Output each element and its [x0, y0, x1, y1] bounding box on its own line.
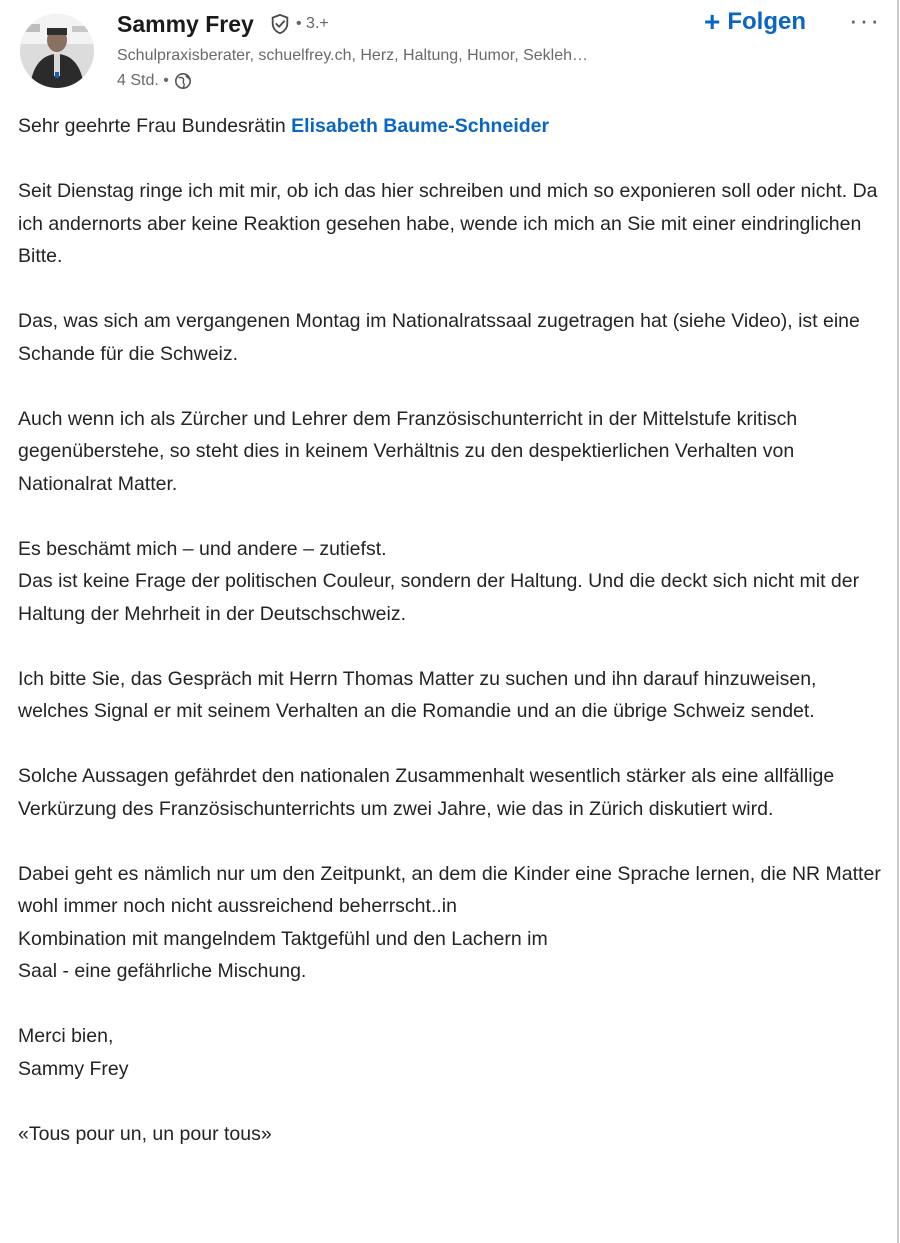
avatar-photo [20, 14, 94, 88]
paragraph: Seit Dienstag ringe ich mit mir, ob ich das hier schreiben und mich so exponieren soll oder nicht. Da ich andernorts aber keine Reaktion gesehen habe, wende ich mich an Sie mit einer eindringlichen Bitte. [18, 180, 878, 267]
paragraph: Es beschämt mich – und andere – zutiefst. [18, 537, 387, 560]
signoff: Merci bien, [18, 1025, 114, 1047]
mention-link[interactable]: Elisabeth Baume-Schneider [291, 115, 550, 137]
paragraph: Ich bitte Sie, das Gespräch mit Herrn Thomas Matter zu suchen und ihn darauf hinzuweisen, welches Signal er mit seinem Verhalten an die Romandie und an die übrige Schweiz sendet. [18, 667, 817, 722]
greeting: Sehr geehrte Frau Bundesrätin Elisabeth Baume-Schneider [18, 115, 550, 137]
avatar[interactable] [20, 14, 94, 88]
plus-icon: + [704, 6, 721, 37]
paragraph: Auch wenn ich als Zürcher und Lehrer dem Französischunterricht in der Mittelstufe kritisch gegenüberstehe, so steht dies in keinem Verhältnis zu den despektierlichen Verhalten von Nationalrat Matter. [18, 407, 798, 495]
post-meta [117, 69, 192, 93]
paragraph: Das ist keine Frage der politischen Couleur, sondern der Haltung. Und die deckt sich nicht mit der Haltung der Mehrheit in der Deutschschweiz. [18, 570, 860, 625]
motto: «Tous pour un, un pour tous» [18, 1122, 272, 1145]
connection-degree: • 3.+ [296, 15, 329, 32]
author-name[interactable]: Sammy Frey [117, 11, 254, 37]
paragraph: Kombination mit mangelndem Taktgefühl und den Lachern im [18, 927, 548, 950]
verified-shield-icon [269, 13, 291, 35]
more-options-icon[interactable]: ··· [849, 5, 881, 35]
post-time: 4 Std. • [117, 72, 169, 89]
signature: Sammy Frey [18, 1057, 129, 1080]
paragraph: Solche Aussagen gefährdet den nationalen Zusammenhalt wesentlich stärker als eine allfällige Verkürzung des Französischunterrichts um zwei Jahre, wie das in Zürich diskutiert wird. [18, 765, 835, 820]
follow-label: Folgen [727, 8, 807, 35]
globe-icon [174, 72, 192, 90]
post-text [18, 110, 890, 1183]
paragraph: Das, was sich am vergangenen Montag im Nationalratssaal zugetragen hat (siehe Video), ist eine Schande für die Schweiz. [18, 310, 860, 365]
author-headline: Schulpraxisberater, schuelfrey.ch, Herz, Haltung, Humor, Sekleh… [117, 47, 589, 64]
paragraph: Saal - eine gefährliche Mischung. [18, 960, 307, 982]
paragraph: Dabei geht es nämlich nur um den Zeitpunkt, an dem die Kinder eine Sprache lernen, die NR Matter wohl immer noch nicht aussreichend beherrscht..in [18, 862, 881, 917]
follow-button[interactable] [704, 5, 806, 39]
